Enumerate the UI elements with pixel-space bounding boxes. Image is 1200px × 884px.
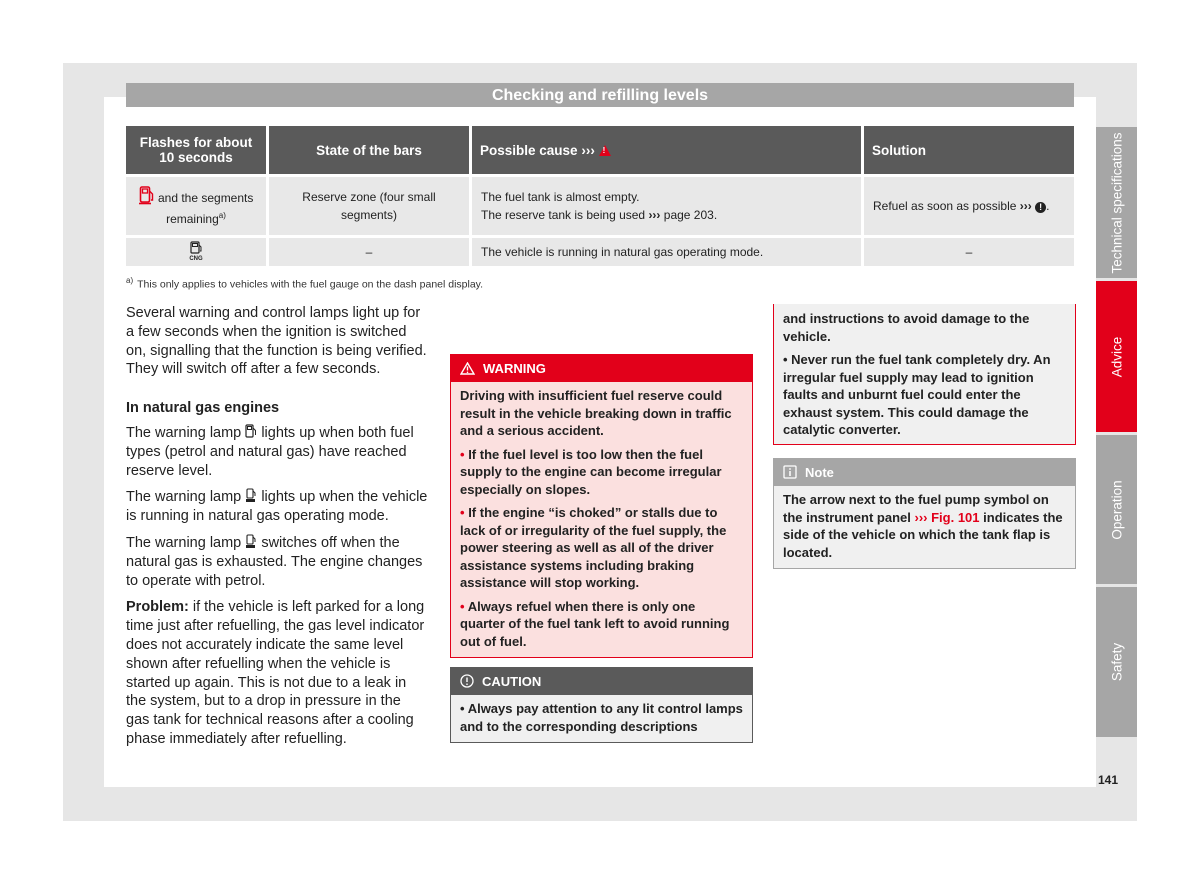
table-footnote (126, 276, 483, 291)
tab-safety[interactable] (1096, 587, 1137, 737)
paragraph-text: if the vehicle is left parked for a long time just after refuelling, the gas level indicator does not accurately indicate the same level shown after refuelling when the vehicle is started up again. This is not due to a leak in the system, but to a drop in pressure in the gas tank for technical reasons after a cooling phase immediately after refuelling. (126, 599, 425, 747)
warning-bullet: • If the fuel level is too low then the fuel supply to the engine can become irregular especially on slopes. (460, 446, 722, 497)
state-cell: Reserve zone (four small segments) (268, 176, 471, 237)
caution-continued-body (774, 304, 1075, 444)
warning-triangle-icon (599, 145, 611, 156)
caution-continued-text: and instructions to avoid damage to the vehicle. (783, 311, 1030, 344)
cause-line: The reserve tank is being used ››› page 203. (481, 208, 718, 222)
cross-ref-arrows: ››› (581, 142, 595, 158)
cause-cell: The vehicle is running in natural gas operating mode. (471, 237, 863, 267)
problem-label: Problem: (126, 599, 189, 616)
note-box (773, 458, 1076, 569)
cng-pump-icon (188, 241, 204, 261)
page-reference-link[interactable]: page 203. (663, 208, 718, 222)
warning-body (451, 382, 752, 657)
cause-cell (471, 176, 863, 237)
solution-cell: – (863, 237, 1075, 267)
note-header (774, 459, 1075, 486)
cause-line: The fuel tank is almost empty. (481, 190, 640, 204)
paragraph (126, 424, 428, 480)
note-text-b: indicates the side of the vehicle on which the tank flap is located. (783, 509, 1063, 560)
col-header-solution: Solution (863, 126, 1075, 176)
footnote-marker: a) (126, 276, 134, 285)
note-label: Note (805, 465, 834, 480)
note-body (774, 486, 1075, 568)
figure-link[interactable]: Fig. 101 (931, 509, 980, 525)
warning-bullet: • If the engine “is choked” or stalls due to lack of or irregularity of the fuel supply, the power steering as well as all of the driver assistance systems including braking assistance will stop working. (460, 505, 727, 590)
col-header-state: State of the bars (268, 126, 471, 176)
warning-bullet: • Always refuel when there is only one quarter of the fuel tank left to avoid running out of fuel. (460, 598, 730, 649)
paragraph (126, 598, 428, 748)
bullet-text: Never run the fuel tank completely dry. An irregular fuel supply may lead to ignition faults and unburnt fuel could enter the exhaust system. This could damage the catalytic converter. (783, 352, 1051, 437)
paragraph (126, 534, 428, 590)
warning-intro: Driving with insufficient fuel reserve could result in the vehicle breaking down in traffic and a serious accident. (460, 388, 732, 438)
table-row (126, 176, 1074, 237)
fuel-pump-red-icon (139, 185, 155, 205)
cng-label: CNG (189, 256, 203, 261)
note-text: The arrow next to the fuel pump symbol on the instrument panel ››› Fig. 101 indicates the side of the vehicle on which the tank flap is located. (783, 492, 1063, 560)
bullet-text: If the engine “is choked” or stalls due to lack of or irregularity of the fuel supply, the power steering as well as all of the driver assistance systems including braking assistance will stop working. (460, 505, 727, 590)
tab-label: Operation (1109, 479, 1124, 540)
warning-label: WARNING (483, 361, 546, 376)
paragraph: Several warning and control lamps light up for a few seconds when the ignition is switched on, signalling that the function is being verified. They will switch off after a few seconds. (126, 305, 427, 378)
continued-text (450, 304, 752, 344)
tab-advice[interactable] (1096, 281, 1137, 432)
tab-technical-specifications[interactable] (1096, 127, 1137, 278)
info-icon (783, 465, 797, 479)
paragraph (126, 488, 428, 526)
page-number: 141 (1098, 773, 1119, 787)
paragraph-text: switches off when the natural gas is exhausted. The engine changes to operate with petrol. (126, 534, 423, 589)
paragraph-text: lights up when the vehicle is running in natural gas operating mode. (126, 489, 428, 525)
warning-box (450, 354, 753, 658)
flash-text: and the segments remaining (157, 190, 254, 226)
caution-continued-box (773, 304, 1076, 445)
cause-header-label: Possible cause (480, 142, 578, 158)
caution-bullet: • Never run the fuel tank completely dry. An irregular fuel supply may lead to ignition faults and unburnt fuel could enter the exhaust system. This could damage the catalytic converter. (783, 352, 1051, 437)
table-header-row (126, 126, 1074, 176)
tab-label: Advice (1109, 336, 1124, 377)
fuel-pump-icon (245, 424, 257, 439)
cng-lamp-icon (245, 534, 257, 549)
tab-label: Safety (1109, 642, 1124, 682)
paragraph-text: lights up when both fuel types (petrol and natural gas) have reached reserve level. (126, 424, 414, 479)
paragraph-text: The warning lamp (126, 489, 242, 506)
caution-label: CAUTION (482, 674, 542, 689)
footnote-text: This only applies to vehicles with the fuel gauge on the dash panel display. (137, 278, 484, 291)
bullet-text: If the fuel level is too low then the fuel supply to the engine can become irregular especially on slopes. (460, 446, 722, 497)
caution-header (451, 668, 752, 695)
bullet-text: Always pay attention to any lit control lamps and to the corresponding descriptions (460, 701, 743, 734)
warning-triangle-icon (460, 362, 475, 375)
section-title: Checking and refilling levels (126, 83, 1074, 107)
bullet-text: Always refuel when there is only one quarter of the fuel tank left to avoid running out of fuel. (460, 598, 730, 649)
exclamation-circle-icon (460, 674, 474, 688)
cng-lamp-icon (245, 488, 257, 503)
col-header-cause (471, 126, 863, 176)
warning-header (451, 355, 752, 382)
table-row (126, 237, 1074, 267)
state-cell: – (268, 237, 471, 267)
body-column-left (126, 304, 428, 757)
tab-label: Technical specifications (1109, 131, 1124, 274)
caution-bullet: • Always pay attention to any lit control lamps and to the corresponding descriptions (460, 701, 743, 734)
paragraph-text: The warning lamp (126, 424, 242, 441)
flash-cell (126, 176, 268, 237)
solution-cell: Refuel as soon as possible ››› ! . (863, 176, 1075, 237)
exclamation-circle-icon: ! (1035, 202, 1046, 213)
col-header-flashes: Flashes for about 10 seconds (126, 126, 268, 176)
cause-text: The reserve tank is being used (481, 208, 646, 222)
tab-operation[interactable] (1096, 435, 1137, 584)
flash-cell (126, 237, 268, 267)
footnote-marker: a) (218, 210, 226, 220)
note-text-a: The arrow next to the fuel pump symbol on the instrument panel (783, 492, 1049, 525)
levels-table (126, 126, 1074, 266)
subheading: In natural gas engines (126, 400, 280, 417)
caution-box (450, 667, 753, 743)
paragraph-text: The warning lamp (126, 534, 242, 551)
caution-body (451, 695, 752, 742)
solution-text: Refuel as soon as possible (873, 199, 1017, 213)
